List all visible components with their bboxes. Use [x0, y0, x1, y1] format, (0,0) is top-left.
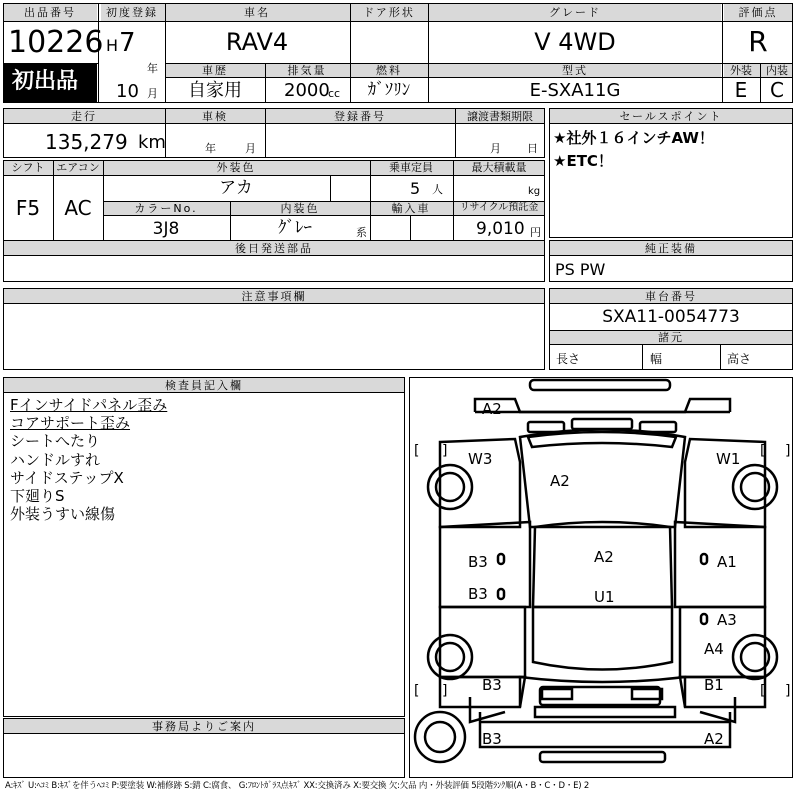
mark-left-front-door: B3 [468, 553, 488, 571]
history: 自家用 [188, 80, 242, 101]
displacement-header: 排気量 [287, 64, 327, 77]
color-header: 外装色 [216, 161, 256, 174]
import-header: 輸入車 [391, 202, 431, 215]
mark-right-rear-door: A3 [717, 611, 737, 629]
color-no: 3J8 [152, 219, 180, 239]
car-name: RAV4 [225, 28, 289, 56]
sales-point-1: ★社外１６インチAW！ [553, 129, 714, 147]
width-label: 幅 [650, 352, 663, 366]
shift: F5 [15, 196, 41, 220]
bracket-mark: ] [785, 443, 791, 459]
model: E-SXA11G [529, 80, 621, 101]
inspector-note: 下廻りS [10, 487, 65, 506]
interior-header: 内装 [766, 64, 788, 77]
inspection-header: 車検 [202, 110, 228, 123]
ac-header: エアコン [56, 161, 100, 174]
inspection-month-unit: 月 [245, 142, 256, 155]
dimensions-header: 諸元 [658, 331, 684, 344]
chassis-header: 車台番号 [645, 290, 697, 303]
inspection-year-unit: 年 [205, 142, 216, 155]
mark-rear-left: B3 [482, 730, 502, 748]
sales-points-block [549, 108, 793, 238]
first-reg-header: 初度登録 [106, 6, 158, 19]
chassis-number: SXA11-0054773 [602, 307, 740, 327]
bracket-mark: [ [760, 443, 766, 459]
mark-right-rear-fender: A4 [704, 640, 724, 658]
office-header: 事務局よりご案内 [152, 720, 256, 733]
first-reg-month: 10 [116, 81, 139, 102]
bracket-mark: ] [442, 683, 448, 699]
transfer-day-unit: 日 [527, 142, 538, 155]
fuel-header: 燃料 [376, 64, 402, 77]
grade: V 4WD [534, 28, 616, 56]
era: H [106, 36, 119, 55]
mark-right-front-fender: W1 [716, 450, 741, 468]
displacement: 2000 [284, 80, 330, 101]
inspector-note: シートへたり [10, 432, 101, 451]
car-name-header: 車名 [244, 6, 270, 19]
mark-roof: A2 [594, 548, 614, 566]
score-header: 評価点 [738, 6, 778, 19]
interior-grade: C [770, 78, 784, 102]
inspector-note: サイドステップX [10, 468, 124, 487]
legend: A:ｷｽﾞ U:ﾍｺﾐ B:ｷｽﾞを伴うﾍｺﾐ P:要塗装 W:補修跡 S:錆 C:腐食、 G:ﾌﾛﾝﾄｶﾞﾗｽ点ｷｽﾞ XX:交換済み X:要交換 欠:欠品 内・外装評価 5段階ﾗﾝｸ順(A・B・C・D・E) 2 [5, 781, 590, 791]
length-label: 長さ [556, 352, 581, 366]
history-header: 車歴 [202, 64, 228, 77]
sales-points-header: セールスポイント [619, 110, 723, 123]
mark-left-rear-door: B3 [468, 585, 488, 603]
genuine-equip: PS PW [555, 260, 606, 279]
fuel: ｶﾞｿﾘﾝ [367, 80, 411, 100]
first-reg-year: 7 [119, 28, 136, 58]
capacity: 5 [410, 179, 421, 198]
transfer-month-unit: 月 [490, 142, 501, 155]
interior-color-unit: 系 [356, 226, 367, 239]
color-no-header: カラーNo. [134, 202, 198, 215]
recycle-header: リサイクル預託金 [459, 202, 539, 213]
score: R [748, 25, 768, 58]
mark-left-rear-quarter: B3 [482, 676, 502, 694]
ac: AC [64, 196, 92, 220]
load-header: 最大積載量 [471, 161, 527, 174]
recycle-fee: 9,010 [476, 219, 525, 239]
inspector-note: Fインサイドパネル歪み [10, 396, 168, 414]
lot-number: 10226 [8, 25, 104, 60]
inspector-note: ハンドルすれ [10, 450, 101, 469]
car-diagram [410, 377, 795, 780]
mark-roof-center: U1 [594, 588, 615, 606]
grade-header: グレード [549, 6, 601, 19]
door-header: ドア形状 [363, 6, 415, 19]
mark-right-front-door: A1 [717, 553, 737, 571]
genuine-equip-header: 純正装備 [645, 242, 697, 255]
recycle-unit: 円 [530, 226, 541, 239]
bracket-mark: ] [785, 683, 791, 699]
bracket-mark: [ [760, 683, 766, 699]
mark-left-front-fender: W3 [468, 450, 493, 468]
mark-rear-right: A2 [704, 730, 724, 748]
height-label: 高さ [727, 352, 752, 366]
first-listing-label: 初出品 [12, 69, 79, 94]
displacement-unit: cc [328, 87, 341, 100]
interior-color: ｸﾞﾚｰ [278, 218, 312, 238]
inspector-note: コアサポート歪み [10, 414, 131, 433]
mileage: 135,279 [45, 130, 128, 154]
sales-point-2: ★ETC！ [553, 152, 613, 170]
bracket-mark: [ [414, 443, 420, 459]
exterior-grade: E [734, 78, 748, 102]
bracket-mark: ] [442, 443, 448, 459]
capacity-unit: 人 [432, 183, 443, 196]
shift-header: シフト [11, 161, 45, 174]
year-unit: 年 [147, 62, 158, 75]
lot-number-header: 出品番号 [24, 6, 76, 19]
load-unit: kg [528, 186, 541, 197]
mark-front-bumper: A2 [482, 400, 502, 418]
mark-right-rear-quarter: B1 [704, 676, 724, 694]
bracket-mark: [ [414, 683, 420, 699]
mileage-header: 走行 [71, 110, 97, 123]
mileage-unit: km [138, 132, 166, 153]
notes-header: 注意事項欄 [241, 290, 307, 303]
interior-color-header: 内装色 [280, 202, 320, 215]
reg-number-header: 登録番号 [334, 110, 386, 123]
inspector-header: 検査員記入欄 [165, 379, 243, 392]
model-header: 型式 [562, 64, 588, 77]
month-unit: 月 [147, 87, 158, 100]
exterior-header: 外装 [730, 64, 752, 77]
mark-hood: A2 [550, 472, 570, 490]
inspector-notes [10, 396, 167, 523]
inspector-note: 外装うすい線傷 [10, 505, 116, 524]
later-parts-header: 後日発送部品 [235, 242, 313, 255]
capacity-header: 乗車定員 [389, 161, 433, 174]
color: アカ [219, 178, 253, 198]
transfer-header: 譲渡書類期限 [467, 110, 533, 123]
